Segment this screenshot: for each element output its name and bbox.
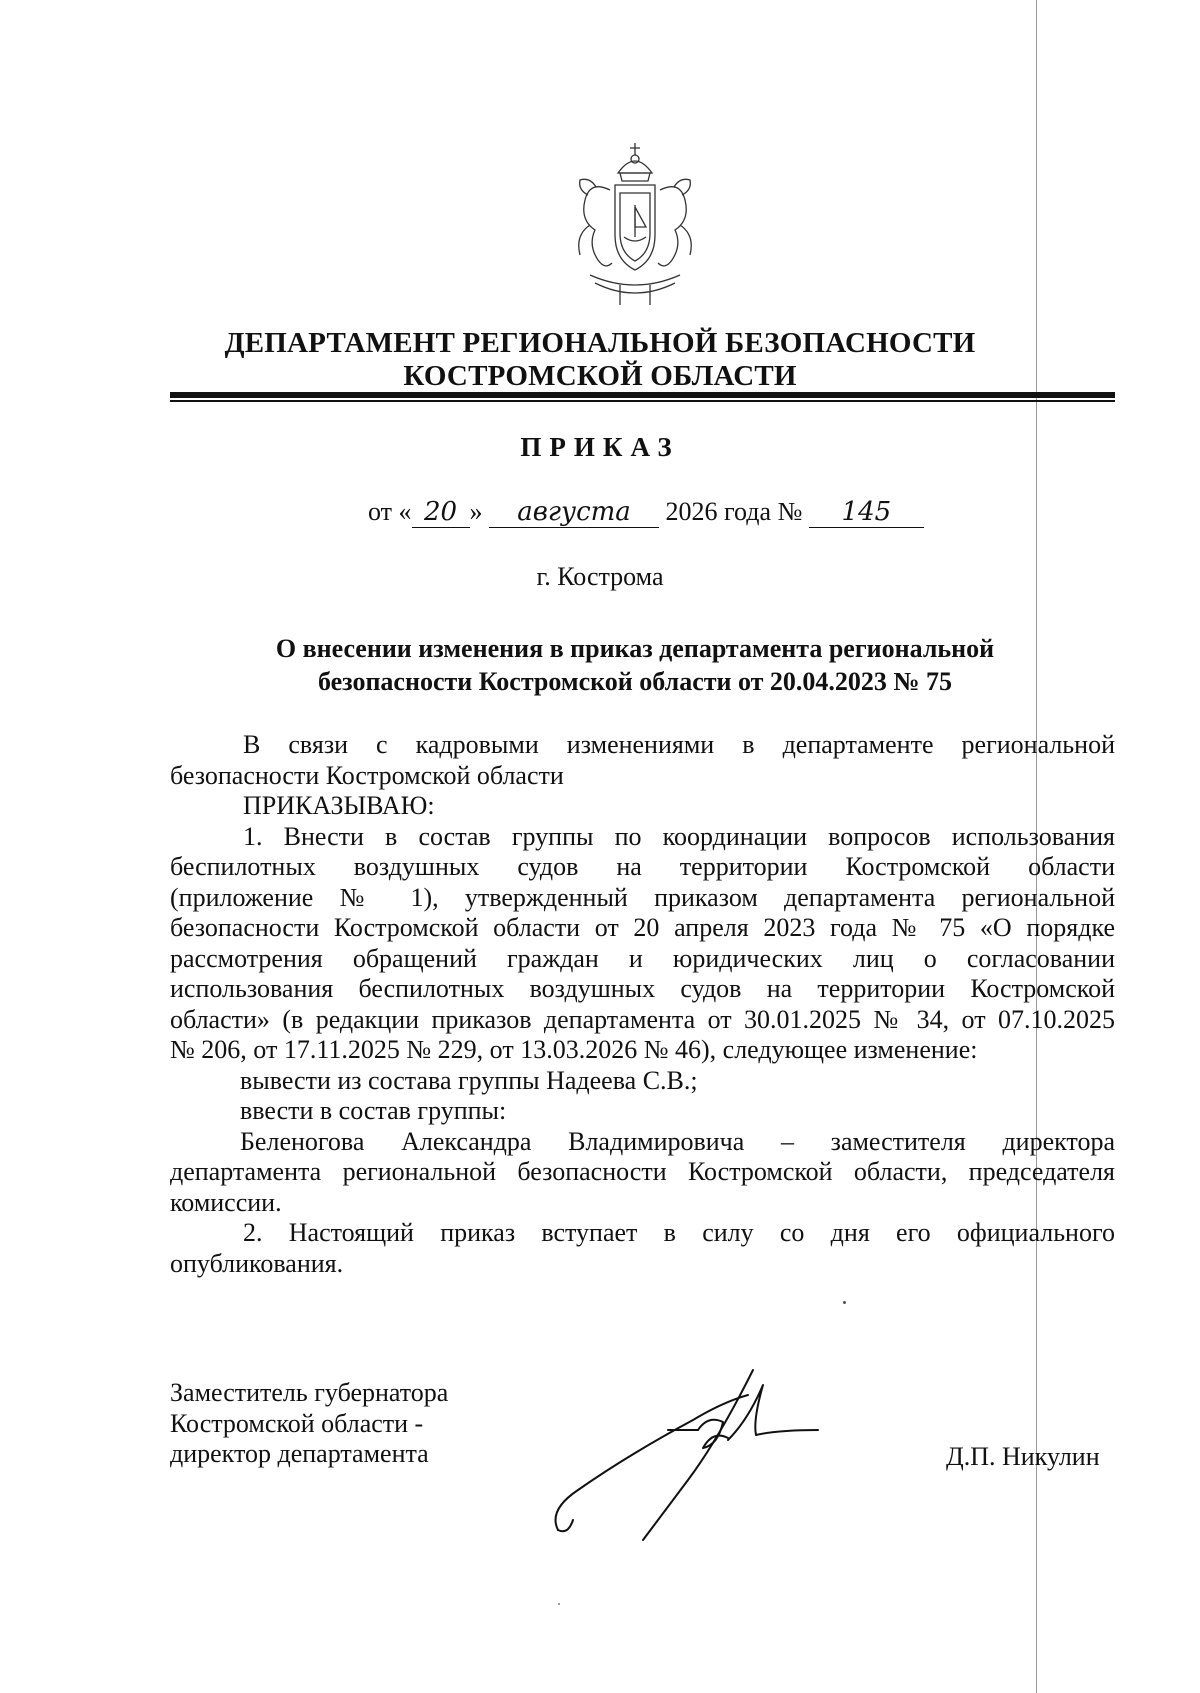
item1-line: (приложение № 1), утвержденный приказом департамента региональной (170, 882, 1115, 912)
item2-line: опубликования. (170, 1248, 344, 1278)
header-rule (170, 392, 1115, 398)
scan-speck (558, 1603, 560, 1605)
order-year-text: 2026 года № (665, 497, 803, 526)
body-paragraph-line: безопасности Костромской области (170, 760, 564, 790)
item1-line: 1. Внести в состав группы по координации вопросов использования (243, 821, 1115, 851)
position-line: Костромской области - (170, 1408, 424, 1438)
item1-line: области» (в редакции приказов департамента от 30.01.2025 № 34, от 07.10.2025 (170, 1004, 1115, 1034)
document-body (170, 730, 1115, 1279)
date-prefix: от « (368, 497, 412, 526)
order-city: г. Кострома (536, 562, 664, 591)
order-date-number-line (368, 497, 924, 528)
item1-line: безопасности Костромской области от 20 апреля 2023 года № 75 «О порядке (170, 913, 1115, 942)
body-paragraph-line: В связи с кадровыми изменениями в департаменте региональной (243, 730, 1115, 759)
item1-line: использования беспилотных воздушных судов на территории Костромской (170, 974, 1115, 1003)
document-type-title: ПРИКАЗ (520, 432, 680, 462)
signatory-name: Д.П. Никулин (946, 1442, 1100, 1471)
scan-speck (843, 1301, 846, 1304)
order-number: 145 (809, 497, 924, 528)
item1-line: № 206, от 17.11.2025 № 229, от 13.03.2026 № 46), следующее изменение: (170, 1035, 978, 1064)
position-line: директор департамента (170, 1439, 429, 1468)
coat-of-arms-icon (560, 135, 710, 310)
item1-line: беспилотных воздушных судов на территории Костромской области (170, 852, 1115, 881)
header-rule-thin (170, 400, 1115, 402)
item1-line: рассмотрения обращений граждан и юридических лиц о согласовании (170, 943, 1115, 973)
remove-member-line: вывести из состава группы Надеева С.В.; (240, 1065, 698, 1095)
position-line: Заместитель губернатора (170, 1378, 449, 1407)
add-member-line: ввести в состав группы: (240, 1096, 507, 1125)
order-day: 20 (412, 497, 470, 528)
new-member-line: комиссии. (170, 1187, 282, 1217)
order-word: ПРИКАЗЫВАЮ: (243, 791, 435, 820)
item2-line: 2. Настоящий приказ вступает в силу со дня его официального (243, 1218, 1115, 1247)
subject-line1: О внесении изменения в приказ департамента региональной (275, 634, 995, 663)
date-mid: » (469, 497, 483, 526)
order-month: августа (489, 497, 659, 528)
org-name-line1: ДЕПАРТАМЕНТ РЕГИОНАЛЬНОЙ БЕЗОПАСНОСТИ (224, 327, 976, 359)
signatory-position (170, 1378, 448, 1470)
subject-line2: безопасности Костромской области от 20.04.2023 № 75 (317, 667, 953, 696)
new-member-line: департамента региональной безопасности Костромской области, председателя (170, 1157, 1115, 1186)
handwritten-signature (548, 1360, 838, 1550)
new-member-line: Беленогова Александра Владимировича – заместителя директора (240, 1126, 1115, 1156)
org-name-line2: КОСТРОМСКОЙ ОБЛАСТИ (403, 360, 797, 392)
